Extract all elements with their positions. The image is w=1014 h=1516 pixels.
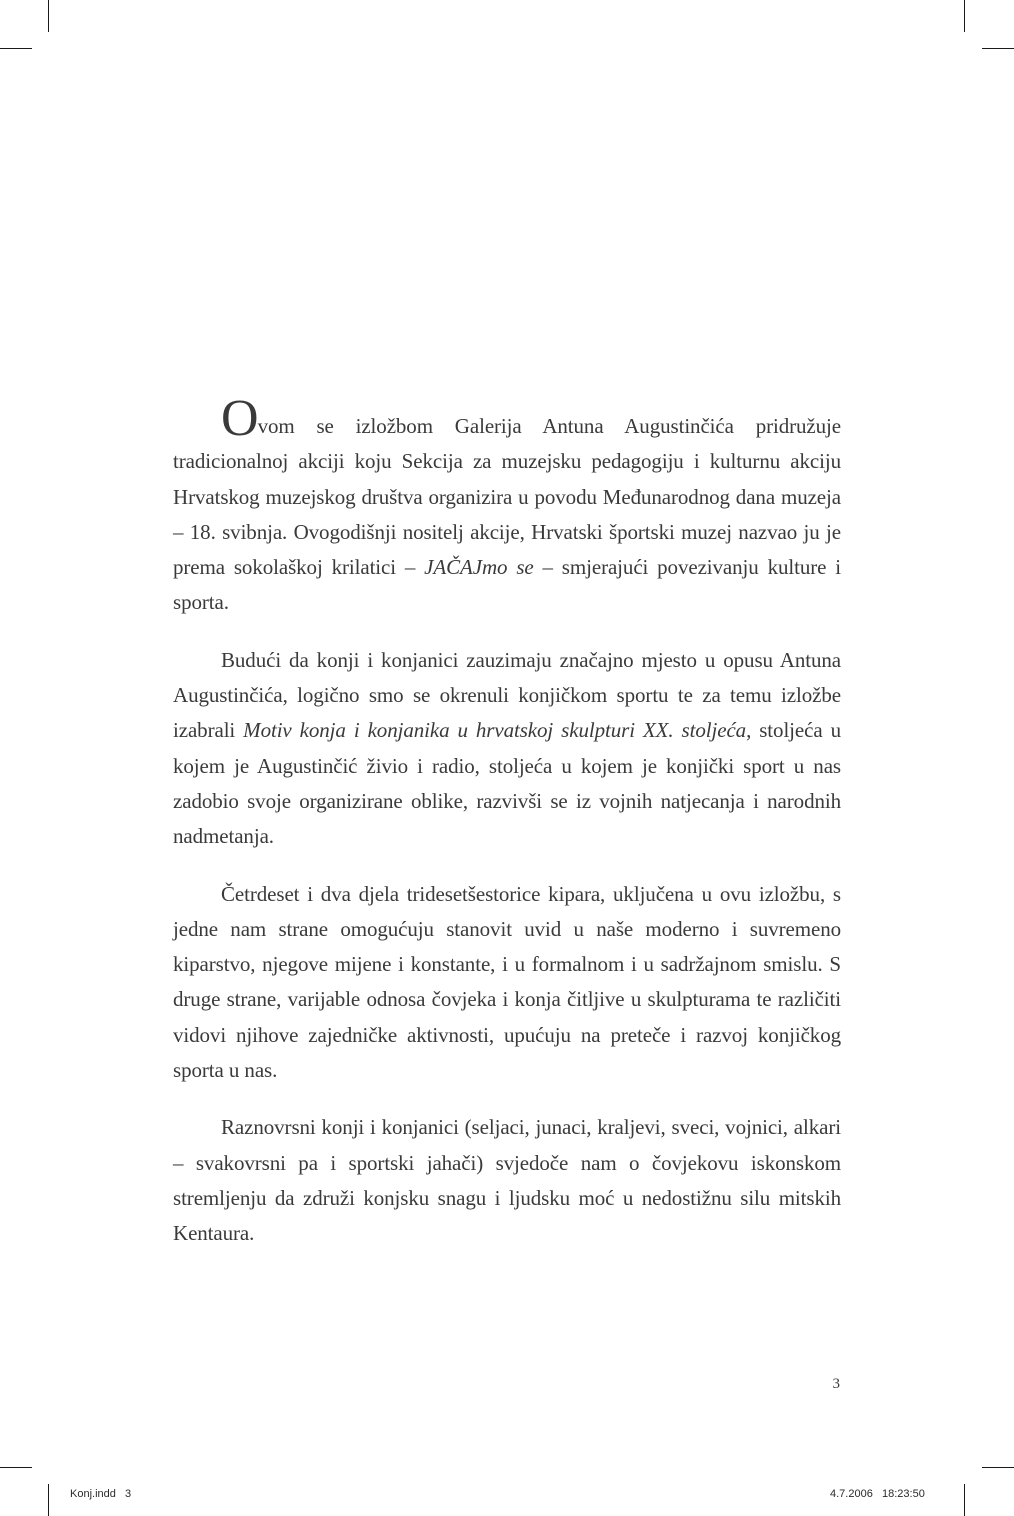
text-run: , stoljeća u kojem je Augustinčić živio i radio, stoljeća u kojem je konjički sport u nas zadobio svoje organizirane oblike, razvivši se iz vojnih natjecanja i narodnih nadmetanja. xyxy=(173,718,841,849)
crop-mark xyxy=(982,1467,1014,1468)
text-run: vom se izložbom Galerija Antuna Augustinčića pridružuje tradicionalnoj akciji koju Sekcija za muzejsku pedagogiju i kulturnu akciju Hrvatskog muzejskog društva organizira u povodu Međunarodnog dana muzeja – 18. svibnja. Ovogodišnji nositelj akcije, Hrvatski športski muzej nazvao ju je prema sokolaškoj krilatici – xyxy=(173,414,841,580)
slug-filename: Konj.indd 3 xyxy=(70,1488,132,1500)
italic-text-run: JAČAJmo se xyxy=(424,555,534,580)
italic-text-run: Motiv konja i konjanika u hrvatskoj skulpturi XX. stoljeća xyxy=(243,718,747,743)
paragraph xyxy=(173,643,841,855)
crop-mark xyxy=(964,0,965,32)
body-text xyxy=(173,390,841,1274)
paragraph xyxy=(173,390,841,621)
drop-cap: O xyxy=(221,390,258,447)
slug-timestamp: 4.7.2006 18:23:50 xyxy=(830,1488,925,1500)
paragraph xyxy=(173,1110,841,1251)
crop-mark xyxy=(964,1484,965,1516)
crop-mark xyxy=(0,48,32,49)
text-run: – smjerajući povezivanju kulture i sporta. xyxy=(173,555,841,615)
text-run: Budući da konji i konjanici zauzimaju značajno mjesto u opusu Antuna Augustinčića, logično smo se okrenuli konjičkom sportu te za temu izložbe izabrali xyxy=(173,647,841,743)
text-run: Raznovrsni konji i konjanici (seljaci, junaci, kraljevi, sveci, vojnici, alkari – svakovrsni pa i sportski jahači) svjedoče nam o čovjekovu iskonskom stremljenju da združi konjsku snagu i ljudsku moć u nedostižnu silu mitskih Kentaura. xyxy=(173,1115,841,1246)
crop-mark xyxy=(982,48,1014,49)
crop-mark xyxy=(0,1467,32,1468)
text-run: Četrdeset i dva djela tridesetšestorice kipara, uključena u ovu izložbu, s jedne nam strane omogućuju stanovit uvid u naše moderno i suvremeno kiparstvo, njegove mijene i konstante, i u formalnom i u sadržajnom smislu. S druge strane, varijable odnosa čovjeka i konja čitljive u skulpturama te različiti vidovi njihove zajedničke aktivnosti, upućuju na preteče i razvoj konjičkog sporta u nas. xyxy=(173,881,841,1083)
crop-mark xyxy=(48,0,49,32)
paragraph xyxy=(173,877,841,1089)
crop-mark xyxy=(48,1484,49,1516)
page-number: 3 xyxy=(832,1376,840,1392)
